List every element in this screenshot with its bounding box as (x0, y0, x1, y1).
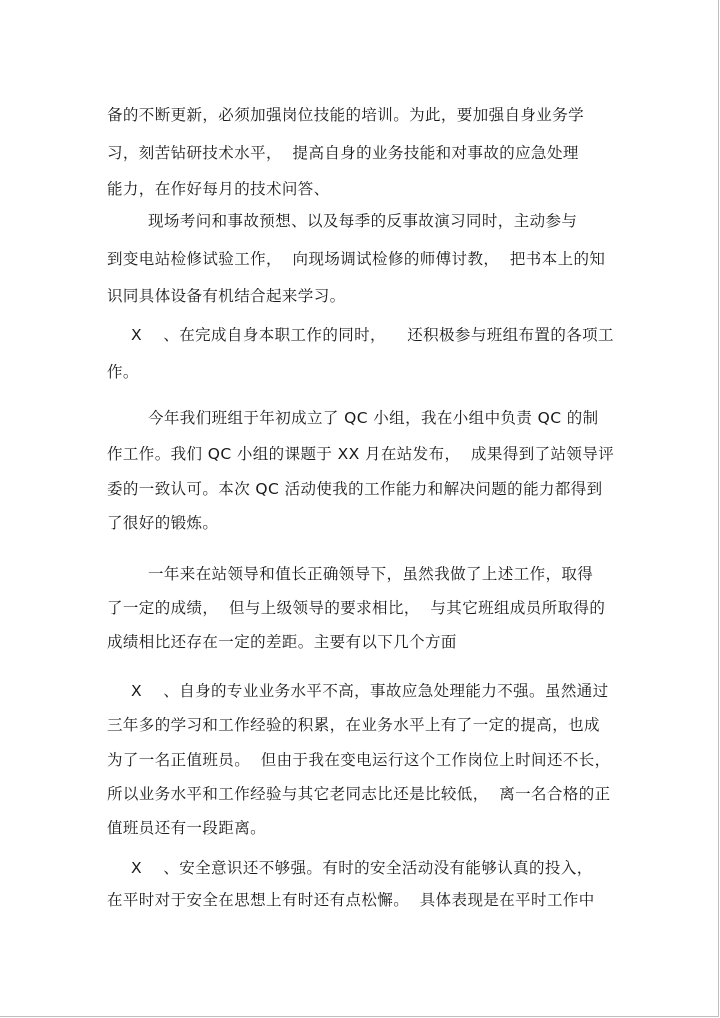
text-line: 为了一名正值班员。 但由于我在变电运行这个工作岗位上时间还不长， (107, 751, 611, 769)
text-line: 今年我们班组于年初成立了 QC 小组，我在小组中负责 QC 的制 (148, 409, 599, 427)
text-line: 成绩相比还存在一定的差距。主要有以下几个方面 (107, 633, 457, 651)
text-line: 委的一致认可。本次 QC 活动使我的工作能力和解决问题的能力都得到 (107, 480, 603, 498)
text-line: 在平时对于安全在思想上有时还有点松懈。 具体表现是在平时工作中 (107, 891, 595, 909)
text-line: 习，刻苦钻研技术水平， 提高自身的业务技能和对事故的应急处理 (107, 144, 579, 162)
text-line: 作工作。我们 QC 小组的课题于 XX 月在站发布， 成果得到了站领导评 (107, 445, 615, 463)
text-line: 值班员还有一段距离。 (107, 819, 267, 837)
text-line: X 、安全意识还不够强。有时的安全活动没有能够认真的投入， (131, 859, 593, 877)
text-line: X 、在完成自身本职工作的同时， 还积极参与班组布置的各项工 (131, 326, 614, 344)
text-line: 现场考问和事故预想、以及每季的反事故演习同时，主动参与 (148, 212, 578, 230)
text-line: 到变电站检修试验工作， 向现场调试检修的师傅讨教， 把书本上的知 (107, 250, 606, 268)
text-line: 三年多的学习和工作经验的积累，在业务水平上有了一定的提高，也成 (107, 716, 600, 734)
text-line: 了很好的锻炼。 (107, 514, 219, 532)
text-line: X 、自身的专业业务水平不高，事故应急处理能力不强。虽然通过 (131, 682, 609, 700)
text-line: 了一定的成绩， 但与上级领导的要求相比， 与其它班组成员所取得的 (107, 599, 606, 617)
text-line: 所以业务水平和工作经验与其它老同志比还是比较低， 离一名合格的正 (107, 785, 611, 803)
text-line: 识同具体设备有机结合起来学习。 (107, 287, 346, 305)
text-line: 一年来在站领导和值长正确领导下，虽然我做了上述工作，取得 (148, 565, 594, 583)
text-line: 作。 (107, 363, 139, 381)
text-line: 备的不断更新，必须加强岗位技能的培训。为此，要加强自身业务学 (107, 106, 585, 124)
text-line: 能力，在作好每月的技术问答、 (107, 180, 330, 198)
